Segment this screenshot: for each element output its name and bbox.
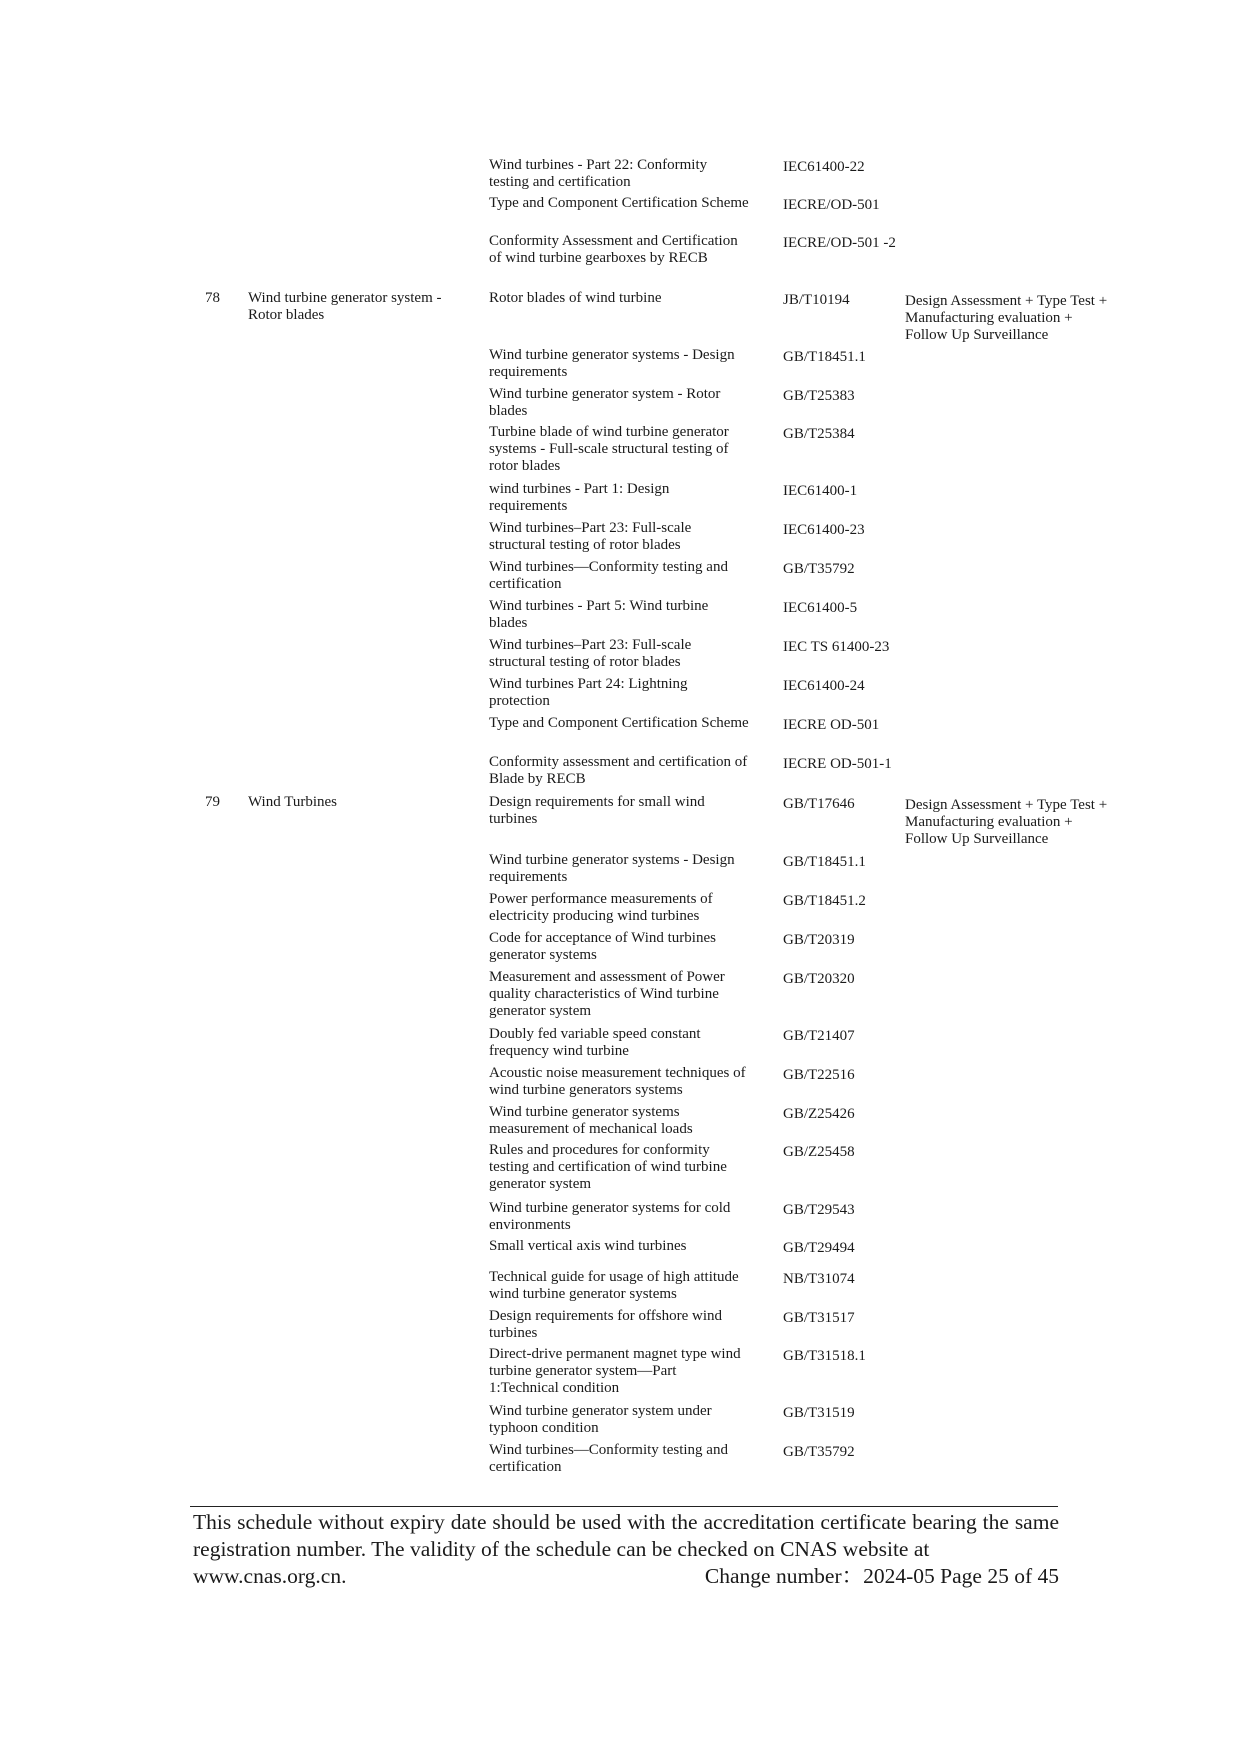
standard-code: GB/T20320	[783, 971, 855, 987]
footer	[193, 1509, 1059, 1590]
standard-code: IEC61400-23	[783, 522, 865, 538]
standard-code: GB/T25383	[783, 388, 855, 404]
standard-code: JB/T10194	[783, 292, 850, 308]
standard-title: Code for acceptance of Wind turbines generator systems	[489, 930, 716, 963]
standard-code: IEC61400-1	[783, 483, 858, 499]
standard-title: Small vertical axis wind turbines	[489, 1238, 687, 1254]
standard-code: IECRE/OD-501	[783, 197, 880, 213]
standard-title: Direct-drive permanent magnet type wind turbine generator system—Part 1:Technical condition	[489, 1346, 741, 1396]
certification-method: Design Assessment + Type Test + Manufacturing evaluation + Follow Up Surveillance	[905, 797, 1108, 847]
standard-code: GB/Z25458	[783, 1144, 855, 1160]
standard-code: GB/T35792	[783, 561, 855, 577]
standard-title: Wind turbines - Part 22: Conformity testing and certification	[489, 157, 708, 190]
footer-change-number: Change number：2024-05 Page 25 of 45	[704, 1564, 1059, 1588]
standard-code: GB/T31519	[783, 1405, 855, 1421]
standard-code: IEC61400-5	[783, 600, 858, 616]
standard-code: IECRE/OD-501 -2	[783, 235, 896, 251]
standard-code: IEC TS 61400-23	[783, 639, 890, 655]
standard-code: GB/T18451.1	[783, 854, 866, 870]
standard-title: Wind turbine generator systems - Design requirements	[489, 347, 735, 380]
standard-code: GB/T29543	[783, 1202, 855, 1218]
standard-code: GB/T25384	[783, 426, 855, 442]
standard-code: GB/T18451.1	[783, 349, 866, 365]
standard-title: Wind turbine generator systems measurement of mechanical loads	[489, 1104, 693, 1137]
footer-divider	[190, 1506, 1058, 1507]
standard-title: Technical guide for usage of high attitude wind turbine generator systems	[489, 1269, 739, 1302]
footer-statement: This schedule without expiry date should be used with the accreditation certificate bearing the same registration number. The validity of the schedule can be checked on CNAS website at	[193, 1510, 1059, 1561]
standard-title: Doubly fed variable speed constant frequency wind turbine	[489, 1026, 701, 1059]
standard-code: IEC61400-24	[783, 678, 865, 694]
item-number: 79	[205, 794, 220, 810]
standard-code: GB/T29494	[783, 1240, 855, 1256]
standard-title: Type and Component Certification Scheme	[489, 195, 749, 211]
standard-title: Design requirements for offshore wind turbines	[489, 1308, 722, 1341]
standard-title: Wind turbines–Part 23: Full-scale structural testing of rotor blades	[489, 637, 692, 670]
standard-title: Wind turbines—Conformity testing and certification	[489, 559, 728, 592]
standard-title: Conformity assessment and certification of Blade by RECB	[489, 754, 748, 787]
standard-code: IECRE OD-501-1	[783, 756, 892, 772]
product-name: Wind turbine generator system - Rotor blades	[248, 290, 442, 323]
standard-code: IECRE OD-501	[783, 717, 880, 733]
standard-title: Wind turbines—Conformity testing and certification	[489, 1442, 728, 1475]
standard-code: GB/Z25426	[783, 1106, 855, 1122]
standard-code: GB/T35792	[783, 1444, 855, 1460]
standard-title: Rules and procedures for conformity testing and certification of wind turbine generator system	[489, 1142, 727, 1192]
standard-title: Wind turbine generator system - Rotor blades	[489, 386, 721, 419]
standard-title: Turbine blade of wind turbine generator systems - Full-scale structural testing of rotor blades	[489, 424, 729, 474]
product-name: Wind Turbines	[248, 794, 337, 810]
standard-code: GB/T22516	[783, 1067, 855, 1083]
standard-title: Design requirements for small wind turbines	[489, 794, 705, 827]
standard-code: IEC61400-22	[783, 159, 865, 175]
standard-code: GB/T31518.1	[783, 1348, 866, 1364]
standard-title: Type and Component Certification Scheme	[489, 715, 749, 731]
footer-website: www.cnas.org.cn.	[193, 1564, 347, 1588]
item-number: 78	[205, 290, 220, 306]
standard-title: Wind turbine generator system under typhoon condition	[489, 1403, 712, 1436]
standard-title: Wind turbine generator systems - Design requirements	[489, 852, 735, 885]
footer-last-line	[193, 1563, 1059, 1590]
standard-title: Wind turbines - Part 5: Wind turbine blades	[489, 598, 709, 631]
standard-code: GB/T31517	[783, 1310, 855, 1326]
standard-title: Wind turbine generator systems for cold environments	[489, 1200, 731, 1233]
standard-title: Acoustic noise measurement techniques of wind turbine generators systems	[489, 1065, 746, 1098]
standard-title: Conformity Assessment and Certification of wind turbine gearboxes by RECB	[489, 233, 738, 266]
standard-code: GB/T18451.2	[783, 893, 866, 909]
standard-code: GB/T21407	[783, 1028, 855, 1044]
standard-title: wind turbines - Part 1: Design requirements	[489, 481, 670, 514]
standard-title: Wind turbines–Part 23: Full-scale structural testing of rotor blades	[489, 520, 692, 553]
standard-title: Wind turbines Part 24: Lightning protection	[489, 676, 688, 709]
standard-code: GB/T20319	[783, 932, 855, 948]
standard-title: Power performance measurements of electricity producing wind turbines	[489, 891, 713, 924]
standard-title: Measurement and assessment of Power quality characteristics of Wind turbine generator system	[489, 969, 725, 1019]
standard-code: GB/T17646	[783, 796, 855, 812]
standard-code: NB/T31074	[783, 1271, 855, 1287]
standard-title: Rotor blades of wind turbine	[489, 290, 662, 306]
certification-method: Design Assessment + Type Test + Manufacturing evaluation + Follow Up Surveillance	[905, 293, 1108, 343]
